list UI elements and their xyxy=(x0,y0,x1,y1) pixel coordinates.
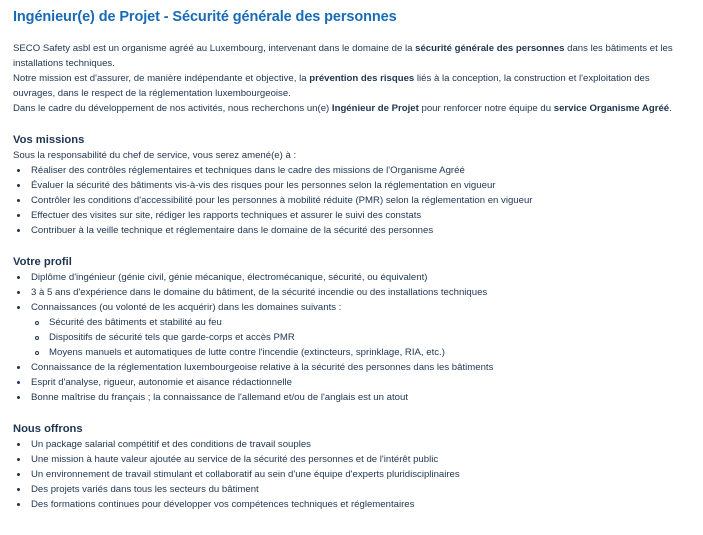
list-item-text: Réaliser des contrôles réglementaires et techniques dans le cadre des missions de l'Organisme Agréé xyxy=(31,165,465,176)
list-item xyxy=(13,390,690,405)
sub-list-item xyxy=(13,330,690,345)
profile-section xyxy=(13,255,690,405)
intro-text: pour renforcer notre équipe du xyxy=(418,103,554,114)
bullet-icon xyxy=(17,291,20,294)
offer-section xyxy=(13,422,690,512)
list-item-text: Esprit d'analyse, rigueur, autonomie et aisance rédactionnelle xyxy=(31,377,293,388)
intro-paragraph-mission xyxy=(13,71,690,101)
intro-text: SECO Safety asbl est un organisme agréé au Luxembourg, intervenant dans le domaine de la xyxy=(13,43,416,54)
missions-section xyxy=(13,133,690,238)
bullet-icon xyxy=(17,443,20,446)
intro-emphasis: prévention des risques xyxy=(309,73,415,84)
missions-lead: Sous la responsabilité du chef de service, vous serez amené(e) à : xyxy=(13,150,297,161)
list-item xyxy=(13,452,690,467)
list-item-text: Connaissances (ou volonté de les acquérir) dans les domaines suivants : xyxy=(31,302,342,313)
bullet-icon xyxy=(17,503,20,506)
intro-paragraph-organisation xyxy=(13,41,690,71)
list-item-text: Connaissance de la réglementation luxembourgeoise relative à la sécurité des personnes dans les bâtiments xyxy=(31,362,494,373)
bullet-icon xyxy=(17,396,20,399)
bullet-icon xyxy=(17,366,20,369)
list-item xyxy=(13,193,690,208)
circle-bullet-icon xyxy=(35,336,39,340)
list-item-text: Diplôme d'ingénieur (génie civil, génie mécanique, électromécanique, sécurité, ou équivalent) xyxy=(31,272,428,283)
sub-list-item-text: Sécurité des bâtiments et stabilité au feu xyxy=(49,317,222,328)
list-item xyxy=(13,178,690,193)
missions-list xyxy=(13,163,690,238)
list-item-text: Des projets variés dans tous les secteurs du bâtiment xyxy=(31,484,259,495)
list-item-text: Contrôler les conditions d'accessibilité pour les personnes à mobilité réduite (PMR) selon la réglementation en vigueur xyxy=(31,195,533,206)
bullet-icon xyxy=(17,381,20,384)
bullet-icon xyxy=(17,184,20,187)
list-item xyxy=(13,375,690,390)
list-item xyxy=(13,467,690,482)
list-item-text: Des formations continues pour développer vos compétences techniques et réglementaires xyxy=(31,499,415,510)
list-item-text: Un package salarial compétitif et des conditions de travail souples xyxy=(31,439,311,450)
intro-text: Dans le cadre du développement de nos activités, nous recherchons un(e) xyxy=(13,103,332,114)
list-item-text: 3 à 5 ans d'expérience dans le domaine du bâtiment, de la sécurité incendie ou des installations techniques xyxy=(31,287,488,298)
list-item-text: Évaluer la sécurité des bâtiments vis-à-vis des risques pour les personnes selon la réglementation en vigueur xyxy=(31,180,496,191)
intro-text: liés à la conception, la construction et l'exploitation des ouvrages, dans le respect de la réglementation luxembourgeoise. xyxy=(13,73,650,99)
list-item xyxy=(13,285,690,300)
bullet-icon xyxy=(17,169,20,172)
list-item xyxy=(13,163,690,178)
list-item-text: Contribuer à la veille technique et réglementaire dans le domaine de la sécurité des personnes xyxy=(31,225,434,236)
bullet-icon xyxy=(17,276,20,279)
profile-heading: Votre profil xyxy=(13,256,72,268)
list-item xyxy=(13,482,690,497)
circle-bullet-icon xyxy=(35,321,39,325)
offer-heading: Nous offrons xyxy=(13,423,83,435)
list-item xyxy=(13,270,690,285)
list-item-text: Effectuer des visites sur site, rédiger les rapports techniques et assurer le suivi des constats xyxy=(31,210,422,221)
profile-list xyxy=(13,270,690,315)
list-item-text: Bonne maîtrise du français ; la connaissance de l'allemand et/ou de l'anglais est un atout xyxy=(31,392,408,403)
intro-emphasis: sécurité générale des personnes xyxy=(415,43,565,54)
intro-emphasis: service Organisme Agréé xyxy=(553,103,670,114)
intro-text: dans les bâtiments et les installations techniques. xyxy=(13,43,673,69)
sub-list-item xyxy=(13,345,690,360)
profile-knowledge-sublist xyxy=(13,315,690,360)
bullet-icon xyxy=(17,199,20,202)
list-item-text: Un environnement de travail stimulant et collaboratif au sein d'une équipe d'experts pluridisciplinaires xyxy=(31,469,460,480)
list-item xyxy=(13,360,690,375)
list-item xyxy=(13,497,690,512)
sub-list-item-text: Moyens manuels et automatiques de lutte contre l'incendie (extincteurs, sprinklage, RIA, etc.) xyxy=(49,347,445,358)
bullet-icon xyxy=(17,214,20,217)
page-title: Ingénieur(e) de Projet - Sécurité générale des personnes xyxy=(13,9,397,25)
intro-paragraph-recruitment xyxy=(13,101,690,116)
intro-emphasis: Ingénieur de Projet xyxy=(331,103,419,114)
profile-list-continued xyxy=(13,360,690,405)
circle-bullet-icon xyxy=(35,351,39,355)
intro-text: Notre mission est d'assurer, de manière indépendante et objective, la xyxy=(13,73,310,84)
sub-list-item-text: Dispositifs de sécurité tels que garde-corps et accès PMR xyxy=(49,332,295,343)
sub-list-item xyxy=(13,315,690,330)
bullet-icon xyxy=(17,306,20,309)
list-item-text: Une mission à haute valeur ajoutée au service de la sécurité des personnes et de l'intérêt public xyxy=(31,454,439,465)
bullet-icon xyxy=(17,458,20,461)
intro-text: . xyxy=(669,103,672,114)
list-item xyxy=(13,300,690,315)
bullet-icon xyxy=(17,473,20,476)
list-item xyxy=(13,223,690,238)
list-item xyxy=(13,437,690,452)
bullet-icon xyxy=(17,488,20,491)
offer-list xyxy=(13,437,690,512)
list-item xyxy=(13,208,690,223)
intro-section xyxy=(13,41,690,116)
bullet-icon xyxy=(17,229,20,232)
missions-heading: Vos missions xyxy=(13,134,85,146)
